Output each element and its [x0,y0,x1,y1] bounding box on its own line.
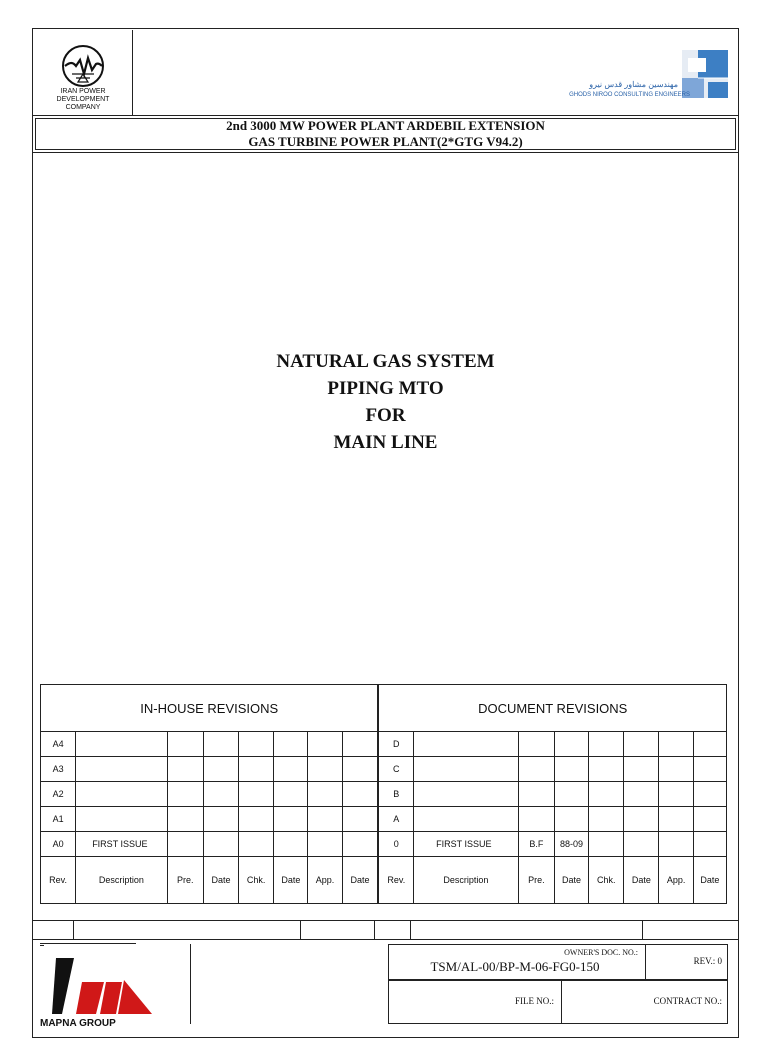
col-description: Description [76,857,168,904]
owners-doc-label: OWNER'S DOC. NO.: [564,948,638,957]
inhouse-desc [76,757,168,782]
col-pre: Pre. [167,857,203,904]
doc-date [554,807,588,832]
doc-desc [414,807,519,832]
client-name-line2: DEVELOPMENT [56,96,110,103]
title-line4: MAIN LINE [333,432,438,453]
consultant-name-fa: مهندسین مشاور قدس نیرو [589,80,678,89]
project-title-line2: GAS TURBINE POWER PLANT(2*GTG V94.2) [248,134,523,149]
col-date: Date [274,857,308,904]
revision-heading-row [41,685,727,732]
document-revisions-heading: DOCUMENT REVISIONS [378,685,726,732]
doc-rev: A [378,807,413,832]
document-title [35,348,736,456]
title-line2: PIPING MTO [327,378,444,399]
col-date: Date [693,857,726,904]
inhouse-revisions-heading: IN-HOUSE REVISIONS [41,685,379,732]
doc-date [554,732,588,757]
inhouse-desc [76,732,168,757]
column-label-row [41,857,727,904]
inhouse-desc [76,782,168,807]
col-rev: Rev. [378,857,413,904]
doc-rev: 0 [378,832,413,857]
doc-desc [414,757,519,782]
contractor-tick [40,945,44,946]
strip-divider [73,921,74,939]
client-name-line1: IRAN POWER [60,88,106,95]
client-name [40,88,126,112]
contractor-rule [40,943,136,944]
inhouse-rev: A1 [41,807,76,832]
doc-rev: B [378,782,413,807]
project-title-line1: 2nd 3000 MW POWER PLANT ARDEBIL EXTENSION [226,118,545,133]
doc-pre [518,757,554,782]
contractor-name: MAPNA GROUP [40,1018,116,1029]
doc-date [554,757,588,782]
strip-divider [374,921,375,939]
client-name-line3: COMPANY [65,104,101,111]
table-row [41,807,727,832]
title-line3: FOR [365,405,406,426]
col-chk: Chk. [239,857,274,904]
strip-divider [410,921,411,939]
table-row [41,832,727,857]
ghods-niroo-logo [682,50,728,98]
title-block-divider [190,944,191,1024]
col-date: Date [342,857,378,904]
doc-date: 88-09 [554,832,588,857]
title-line1: NATURAL GAS SYSTEM [276,351,495,372]
mapna-logo [52,956,162,1018]
revision-table [40,684,727,904]
inhouse-rev: A4 [41,732,76,757]
file-no-label: FILE NO.: [515,996,554,1006]
doc-pre [518,732,554,757]
doc-pre: B.F [518,832,554,857]
col-description: Description [414,857,519,904]
table-row [41,732,727,757]
col-date: Date [624,857,659,904]
inhouse-rev: A0 [41,832,76,857]
col-date: Date [554,857,588,904]
project-title [35,118,736,150]
doc-date [554,782,588,807]
col-date: Date [203,857,238,904]
strip-divider [300,921,301,939]
doc-pre [518,782,554,807]
bottom-strip [32,920,739,940]
col-app: App. [659,857,693,904]
contract-no-label: CONTRACT NO.: [653,996,722,1006]
inhouse-desc: FIRST ISSUE [76,832,168,857]
inhouse-rev: A3 [41,757,76,782]
doc-rev: C [378,757,413,782]
inhouse-desc [76,807,168,832]
col-app: App. [308,857,342,904]
doc-desc [414,782,519,807]
inhouse-rev: A2 [41,782,76,807]
col-rev: Rev. [41,857,76,904]
strip-divider [642,921,643,939]
doc-desc [414,732,519,757]
table-row [41,782,727,807]
header-divider [132,30,133,116]
rev-label: REV.: 0 [693,956,722,966]
col-pre: Pre. [518,857,554,904]
iran-power-logo [58,44,108,88]
doc-rev: D [378,732,413,757]
doc-desc: FIRST ISSUE [414,832,519,857]
col-chk: Chk. [589,857,624,904]
owners-doc-value: TSM/AL-00/BP-M-06-FG0-150 [430,959,600,974]
table-row [41,757,727,782]
doc-pre [518,807,554,832]
consultant-name-en: GHODS NIROO CONSULTING ENGINEERS [569,92,690,98]
